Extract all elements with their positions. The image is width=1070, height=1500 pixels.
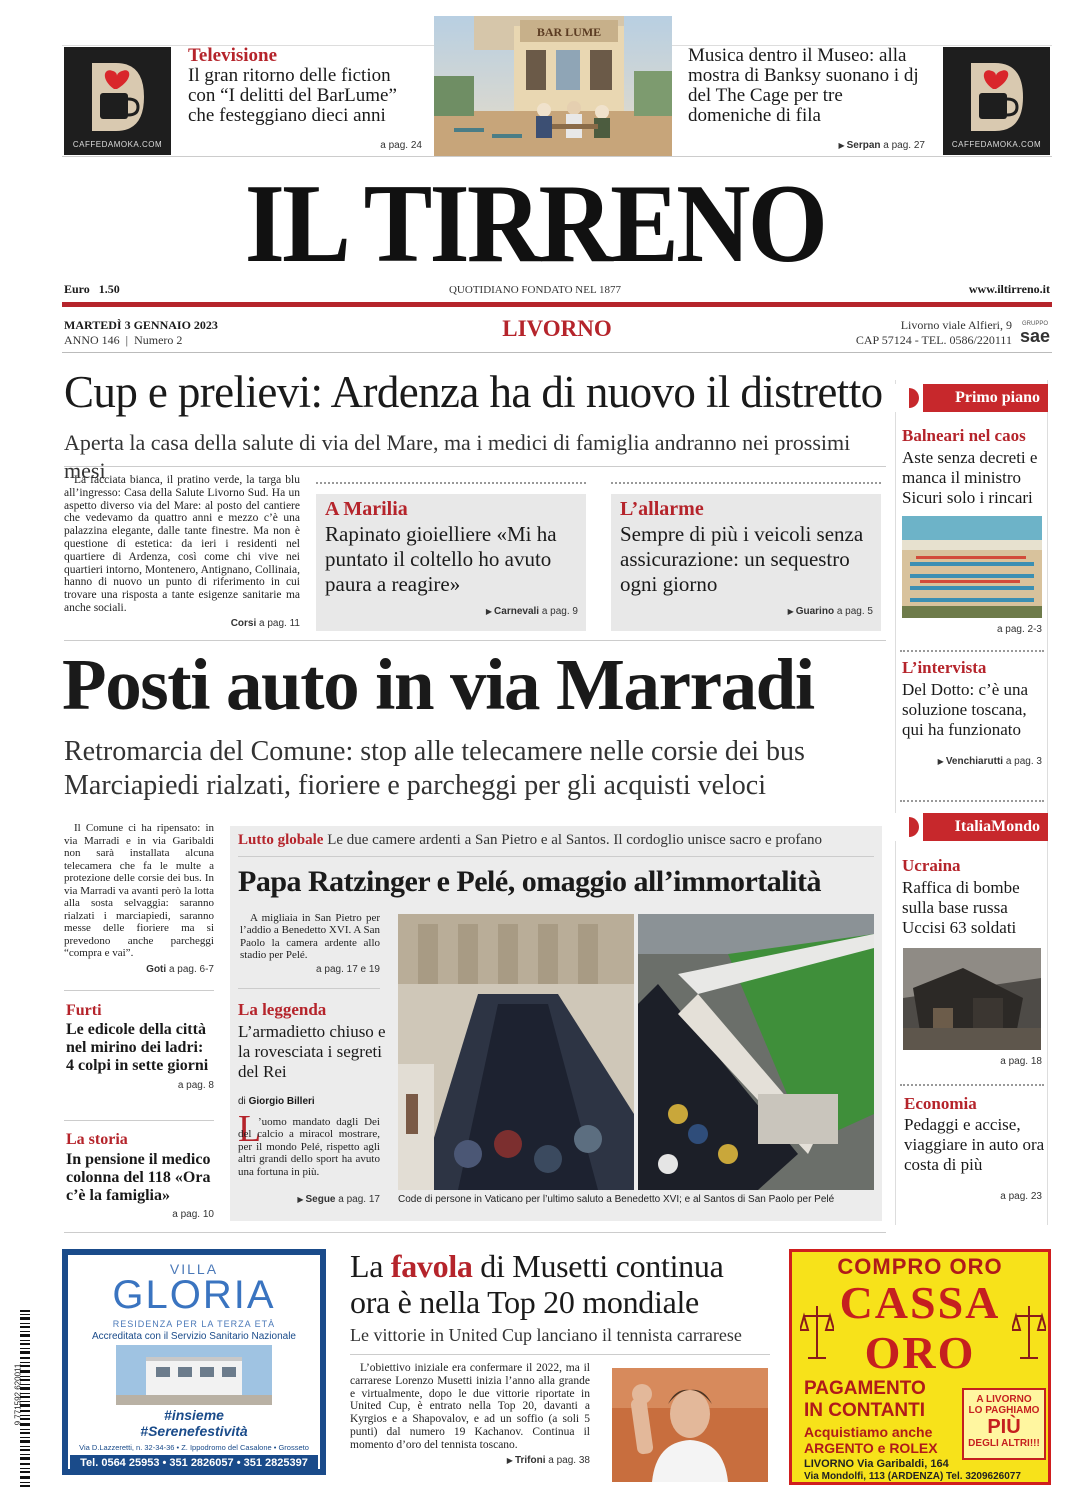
divider (611, 482, 881, 484)
lutto-body: A migliaia in San Pietro per l’addio a Benedetto XVI. A San Paolo la camera ardente allo stadio per Pelé. (240, 912, 380, 962)
musetti-subhead: Le vittorie in United Cup lanciano il tennista carrarese (350, 1325, 742, 1345)
coffee-ad-right[interactable] (943, 47, 1050, 155)
coffee-ad-brand: CAFFEDAMOKA.COM (951, 140, 1042, 149)
oro-pay-2: IN CONTANTI (804, 1400, 926, 1421)
music-text[interactable]: Musica dentro il Museo: alla mostra di Banksy suonano i dj del The Cage per tre domeniche di fila (688, 45, 919, 126)
storia-kicker: La storia (66, 1131, 128, 1148)
allarme-kicker: L’allarme (620, 498, 704, 520)
divider (350, 1354, 770, 1355)
villa-photo (116, 1345, 272, 1405)
section-rule (64, 640, 886, 641)
byline: di Giorgio Billeri (238, 1096, 315, 1107)
marilia-ref: ▶ Carnevali a pag. 9 (485, 606, 578, 617)
divider (900, 1084, 1044, 1086)
main-headline[interactable]: Posti auto in via Marradi (62, 644, 814, 725)
villa-name: GLORIA (112, 1273, 276, 1317)
tv-ref: a pag. 24 (380, 140, 422, 151)
music-ref: ▶ Serpan a pag. 27 (838, 140, 925, 151)
coffee-ad-left[interactable] (64, 47, 171, 155)
tv-text[interactable]: Il gran ritorno delle fiction con “I delitti del BarLume” che festeggiano dieci anni (188, 65, 397, 126)
musetti-title[interactable]: La favola di Musetti continua ora è nella Top 20 mondiale (350, 1248, 724, 1320)
storia-ref: a pag. 10 (172, 1209, 214, 1220)
ucraina-ref: a pag. 18 (1000, 1056, 1042, 1067)
lutto-kicker-line: Lutto globale Le due camere ardenti a San Pietro e al Santos. Il cordoglio unisce sacro e profano (238, 832, 823, 848)
divider (900, 650, 1044, 652)
cassa-oro-ad[interactable] (789, 1249, 1051, 1485)
villa-tagline: RESIDENZA PER LA TERZA ETÀ (112, 1319, 276, 1329)
barlume-photo[interactable] (434, 16, 672, 156)
masthead-title[interactable]: IL TIRRENO (244, 162, 826, 286)
lead-ref: Corsi a pag. 11 (230, 618, 300, 629)
oro-badge: A LIVORNO LO PAGHIAMO PIÙ DEGLI ALTRI!!! (962, 1388, 1046, 1460)
ucraina-kicker: Ucraina (902, 856, 961, 875)
edition: LIVORNO (502, 316, 612, 341)
coffee-logo-icon (965, 59, 1027, 133)
main-ref: Goti a pag. 6-7 (146, 964, 214, 975)
section-rule (64, 1232, 886, 1233)
marilia-box[interactable] (316, 494, 586, 631)
santos-photo[interactable] (638, 914, 874, 1190)
ukraine-photo[interactable] (903, 948, 1041, 1050)
economia-title[interactable]: Pedaggi e accise, viaggiare in auto ora costa di più (904, 1115, 1045, 1174)
furti-kicker: Furti (66, 1002, 102, 1019)
leggenda-ref: ▶ Segue a pag. 17 (297, 1194, 380, 1205)
oro-addr-2: Via Mondolfi, 113 (ARDENZA) Tel. 3209626077 (804, 1471, 1021, 1482)
oro-top: COMPRO ORO (837, 1254, 1003, 1279)
oro-addr-1: LIVORNO Via Garibaldi, 164 (804, 1458, 949, 1470)
lead-headline[interactable]: Cup e prelievi: Ardenza ha di nuovo il distretto (64, 367, 883, 417)
musetti-ref: ▶ Trifoni a pag. 38 (506, 1455, 590, 1466)
issue-number: ANNO 146 | Numero 2 (64, 333, 183, 347)
barlume-sign: BAR LUME (536, 25, 602, 39)
villa-hashtag-1: #insieme (164, 1407, 224, 1423)
divider (64, 990, 214, 991)
coffee-logo-icon (86, 59, 148, 133)
villa-gloria-ad[interactable] (62, 1249, 326, 1475)
masthead-rule (62, 302, 1052, 307)
lutto-ref: a pag. 17 e 19 (316, 964, 380, 975)
balneari-kicker: Balneari nel caos (902, 426, 1026, 445)
primo-piano-header[interactable]: Primo piano (895, 384, 1048, 412)
section-tab-icon (895, 813, 923, 841)
main-subhead-2: Marciapiedi rialzati, fioriere e parcheggi per gli acquisti veloci (64, 770, 767, 801)
villa-label: VILLA (169, 1261, 219, 1277)
vatican-photo[interactable] (398, 914, 634, 1190)
lutto-box[interactable] (230, 826, 882, 1221)
villa-address: Via D.Lazzeretti, n. 32-34-36 • Z. Ippodromo del Casalone • Grosseto (79, 1443, 309, 1452)
furti-ref: a pag. 8 (177, 1080, 214, 1091)
musetti-body: L’obiettivo iniziale era confermare il 2022, ma il carrarese Lorenzo Musetti inizia l’anno alla grande e virtualmente, dopo le due vittorie riportate in United Cup, è entrato nella Top 20, davanti a Kyrgios e a Shapovalov, e ad un soffio (a soli 5 punti) dal numero 19 Kachanov. Continua il momento d’oro del tennista toscano. (350, 1362, 590, 1451)
oro-items: ARGENTO e ROLEX (804, 1440, 938, 1456)
photo-caption: Code di persone in Vaticano per l’ultimo saluto a Benedetto XVI; e al Santos di San Paolo per Pelé (398, 1194, 835, 1205)
header-rule (62, 352, 1052, 353)
villa-accredit: Accreditata con il Servizio Sanitario Nazionale (92, 1331, 296, 1342)
issue-date: MARTEDÌ 3 GENNAIO 2023 (64, 318, 218, 332)
leggenda-title: L’armadietto chiuso e la rovesciata i segreti del Rei (238, 1022, 386, 1081)
oro-pay-1: PAGAMENTO (804, 1378, 926, 1399)
lead-subhead: Aperta la casa della salute di via del Mare, ma i medici di famiglia andranno nei prossimi mesi (64, 430, 851, 483)
lead-rule (64, 466, 886, 467)
oro-brand-1: CASSA (839, 1277, 1001, 1328)
marilia-kicker: A Marilia (325, 498, 408, 520)
dropcap: L (238, 1108, 262, 1150)
leggenda-body: ’uomo mandato dagli Dei del calcio a miracol mostrare, per il mondo Pelé, rispetto agli altri grandi dello sport ha avuto una fortuna in più. (238, 1116, 380, 1178)
intervista-kicker: L’intervista (902, 658, 987, 677)
lutto-headline: Papa Ratzinger e Pelé, omaggio all’immortalità (238, 865, 821, 898)
balneari-title[interactable]: Aste senza decreti e manca il ministro Sicuri solo i rincari (902, 448, 1038, 507)
economia-kicker: Economia (904, 1094, 977, 1113)
divider (900, 800, 1044, 802)
furti-title[interactable]: Le edicole della città nel mirino dei ladri: 4 colpi in sette giorni (66, 1021, 209, 1074)
balneari-ref: a pag. 2-3 (996, 624, 1042, 635)
divider (316, 482, 586, 484)
divider (64, 1120, 214, 1121)
storia-title[interactable]: In pensione il medico colonna del 118 «Ora c’è la famiglia» (66, 1151, 211, 1204)
intervista-ref: ▶ Venchiarutti a pag. 3 (937, 756, 1042, 767)
allarme-box[interactable] (611, 494, 881, 631)
address: Livorno viale Alfieri, 9 CAP 57124 - TEL. 0586/220111 (855, 318, 1012, 347)
marilia-title: Rapinato gioielliere «Mi ha puntato il coltello ho avuto paura a reagire» (325, 522, 557, 596)
tv-kicker: Televisione (188, 45, 278, 66)
musetti-photo[interactable] (612, 1368, 768, 1482)
divider (238, 988, 380, 989)
allarme-ref: ▶ Guarino a pag. 5 (787, 606, 873, 617)
oro-brand-2: ORO (864, 1327, 976, 1378)
intervista-title[interactable]: Del Dotto: c’è una soluzione toscana, qui ha funzionato (902, 680, 1029, 739)
section-tab-icon (895, 384, 923, 412)
oro-also: Acquistiamo anche (804, 1424, 933, 1440)
barcode-number: 9 771592 620011 (13, 1363, 23, 1426)
villa-hashtag-2: #Serenefestività (140, 1423, 248, 1439)
group-logo: GRUPPO sae (1019, 321, 1051, 346)
beach-photo[interactable] (902, 516, 1042, 618)
lutto-rule (238, 856, 874, 857)
economia-ref: a pag. 23 (1000, 1191, 1042, 1202)
lead-body: La facciata bianca, il pratino verde, la targa blu all’ingresso: Casa della Salute Livorno Sud. Ha un aspetto diverso via del Mare: al posto del cantiere che vedevamo da quattro anni e mezzo c’è una palazzina elegante, dalle tante finestre. Ma non è questione di estetica: da ieri i residenti nel quartiere di Ardenza, così come chi vive nei quartieri intorno, Montenero, Antignano, Collinaia, hanno di nuovo un punto di riferimento in cui trovare una risposta a tante esigenze sanitarie ma anche sociali. (64, 474, 300, 614)
coffee-ad-brand: CAFFEDAMOKA.COM (72, 140, 163, 149)
price: Euro 1.50 (64, 282, 120, 296)
leggenda-kicker: La leggenda (238, 1000, 327, 1019)
ucraina-title[interactable]: Raffica di bombe sulla base russa Uccisi 63 soldati (902, 878, 1020, 937)
allarme-title: Sempre di più i veicoli senza assicurazione: un sequestro ogni giorno (620, 522, 864, 596)
italiamondo-header[interactable]: ItaliaMondo (895, 813, 1048, 841)
main-subhead-1: Retromarcia del Comune: stop alle telecamere nelle corsie dei bus (64, 736, 805, 767)
website[interactable]: www.iltirreno.it (968, 282, 1050, 296)
villa-phones: Tel. 0564 25953 • 351 2826057 • 351 2825397 (70, 1455, 318, 1471)
founded: QUOTIDIANO FONDATO NEL 1877 (448, 284, 621, 296)
main-body: Il Comune ci ha ripensato: in via Marradi e in via Garibaldi non sarà installata alcuna telecamera che fa le multe a protezione delle corsie dei bus. In via Marradi va avanti però la lotta alla sosta selvaggia: saranno rialzati i marciapiedi, saranno messe delle fioriere ma si prevedono anche parcheggi “compra e vai”. (64, 822, 214, 959)
